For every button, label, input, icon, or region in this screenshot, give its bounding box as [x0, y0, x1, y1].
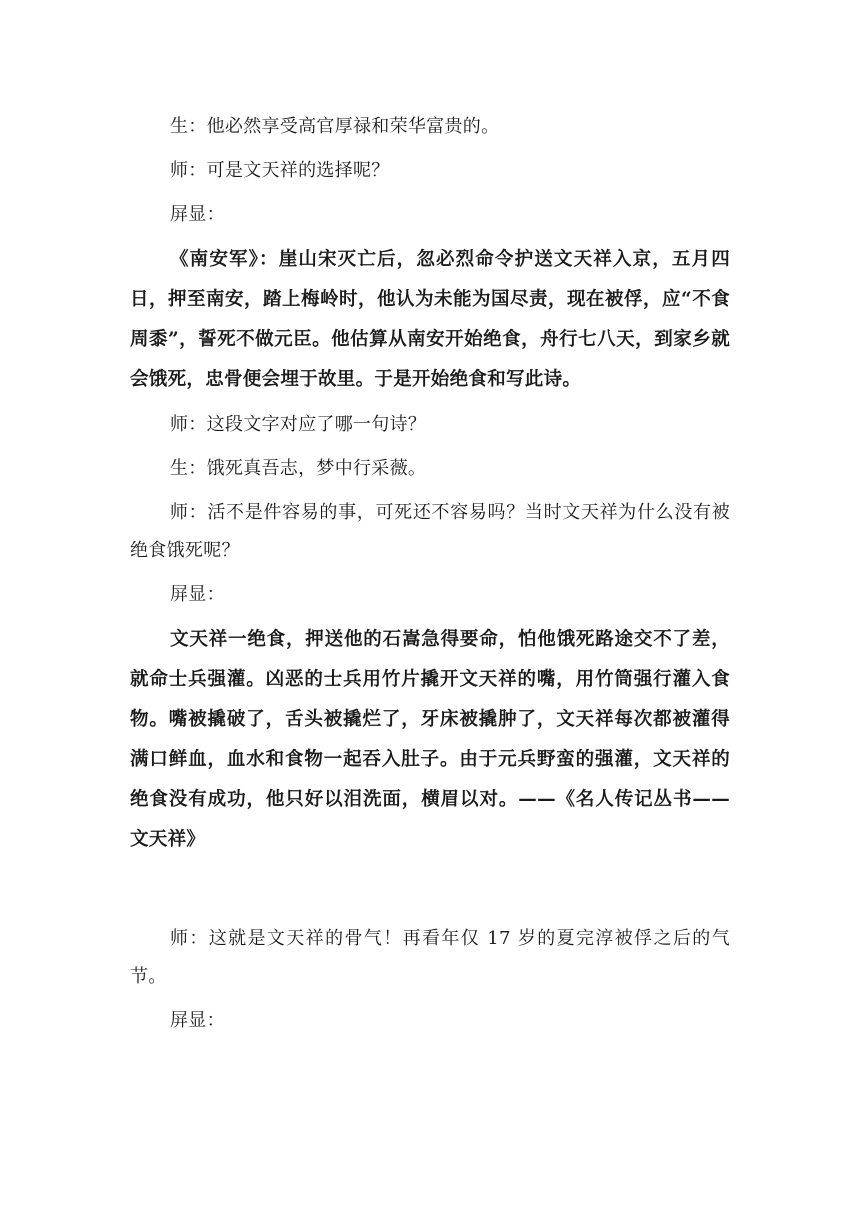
screen-display-label-2: 屏显：: [170, 584, 225, 605]
dialogue-teacher-1: 师：可是文天祥的选择呢？: [170, 160, 390, 181]
document-page: [130, 108, 730, 1040]
screen-display-label-3: 屏显：: [170, 1010, 225, 1031]
screen-display-label-1: 屏显：: [170, 204, 225, 225]
quote-nananjun: 《南安军》：崖山宋灭亡后，忽必烈命令护送文天祥入京，五月四日，押至南安，踏上梅岭时，他认为未能为国尽责，现在被俘，应“不食周黍”，誓死不做元臣。他估算从南安开始绝食，舟行七八天，到家乡就会饿死，忠骨便会埋于故里。于是开始绝食和写此诗。: [130, 249, 730, 390]
dialogue-student-1: 生：他必然享受高官厚禄和荣华富贵的。: [170, 116, 500, 137]
dialogue-teacher-4: 师：这就是文天祥的骨气！再看年仅 17 岁的夏完淳被俘之后的气节。: [130, 928, 730, 987]
dialogue-teacher-3: 师：活不是件容易的事，可死还不容易吗？当时文天祥为什么没有被绝食饿死呢？: [130, 502, 730, 561]
quote-biography: 文天祥一绝食，押送他的石嵩急得要命，怕他饿死路途交不了差，就命士兵强灌。凶恶的士兵用竹片撬开文天祥的嘴，用竹筒强行灌入食物。嘴被撬破了，舌头被撬烂了，牙床被撬肿了，文天祥每次都被灌得满口鲜血，血水和食物一起吞入肚子。由于元兵野蛮的强灌，文天祥的绝食没有成功，他只好以泪洗面，横眉以对。——《名人传记丛书——文天祥》: [130, 629, 730, 850]
dialogue-student-2: 生：饿死真吾志，梦中行采薇。: [170, 458, 427, 479]
blank-line: [130, 860, 730, 920]
dialogue-teacher-2: 师：这段文字对应了哪一句诗？: [170, 414, 427, 435]
